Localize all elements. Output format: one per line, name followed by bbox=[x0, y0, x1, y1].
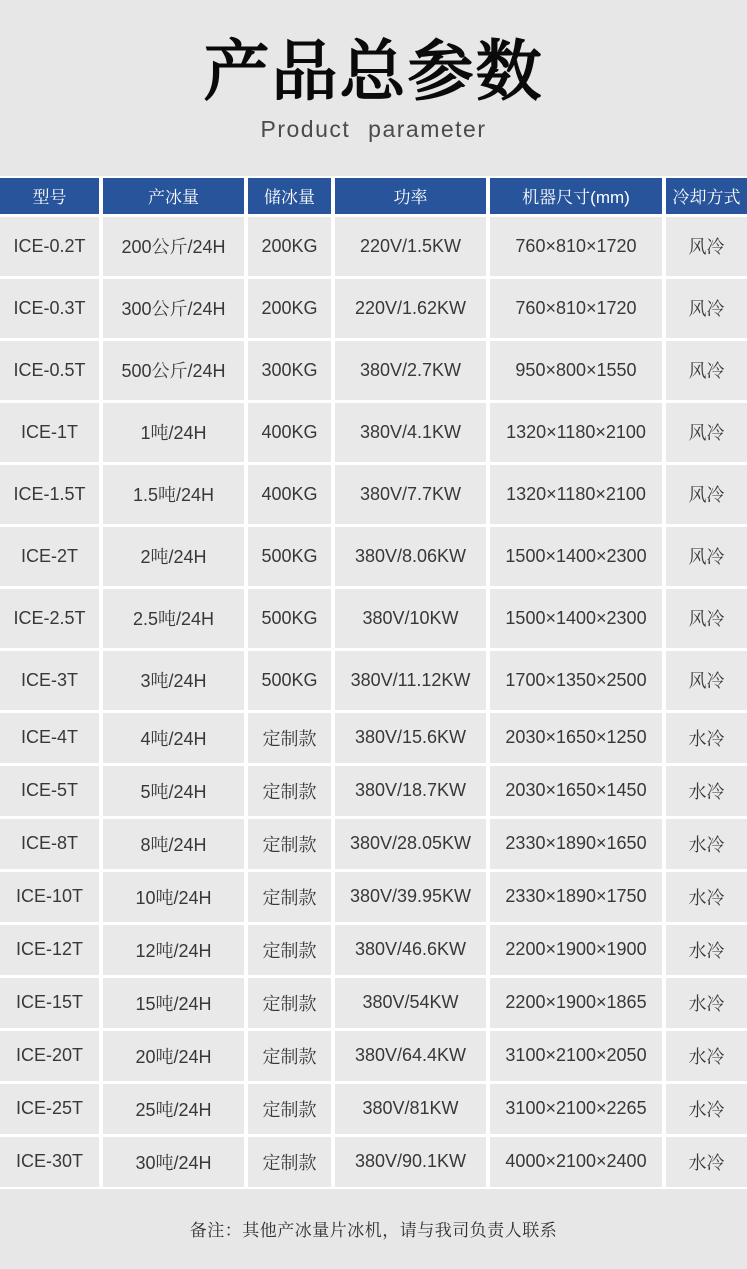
table-row bbox=[0, 766, 747, 816]
cell-machine-size: 1320×1180×2100 bbox=[490, 465, 662, 524]
cell-ice-storage: 定制款 bbox=[248, 1137, 331, 1187]
cell-ice-storage: 200KG bbox=[248, 279, 331, 338]
table-row bbox=[0, 925, 747, 975]
cell-machine-size: 1500×1400×2300 bbox=[490, 589, 662, 648]
table-row bbox=[0, 279, 747, 338]
cell-model: ICE-4T bbox=[0, 713, 99, 763]
cell-ice-storage: 500KG bbox=[248, 589, 331, 648]
cell-model: ICE-20T bbox=[0, 1031, 99, 1081]
table-row bbox=[0, 872, 747, 922]
cell-ice-storage: 定制款 bbox=[248, 713, 331, 763]
cell-ice-production: 2吨/24H bbox=[103, 527, 244, 586]
cell-ice-production: 10吨/24H bbox=[103, 872, 244, 922]
cell-model: ICE-3T bbox=[0, 651, 99, 710]
cell-machine-size: 2330×1890×1750 bbox=[490, 872, 662, 922]
cell-cooling-type: 风冷 bbox=[666, 651, 747, 710]
cell-ice-production: 300公斤/24H bbox=[103, 279, 244, 338]
cell-model: ICE-12T bbox=[0, 925, 99, 975]
cell-machine-size: 4000×2100×2400 bbox=[490, 1137, 662, 1187]
cell-machine-size: 1320×1180×2100 bbox=[490, 403, 662, 462]
cell-power: 380V/46.6KW bbox=[335, 925, 486, 975]
cell-ice-production: 12吨/24H bbox=[103, 925, 244, 975]
cell-model: ICE-1.5T bbox=[0, 465, 99, 524]
cell-machine-size: 760×810×1720 bbox=[490, 217, 662, 276]
table-row bbox=[0, 217, 747, 276]
cell-power: 380V/18.7KW bbox=[335, 766, 486, 816]
cell-machine-size: 760×810×1720 bbox=[490, 279, 662, 338]
table-row bbox=[0, 341, 747, 400]
cell-model: ICE-0.5T bbox=[0, 341, 99, 400]
cell-ice-production: 20吨/24H bbox=[103, 1031, 244, 1081]
cell-model: ICE-1T bbox=[0, 403, 99, 462]
cell-ice-storage: 定制款 bbox=[248, 1031, 331, 1081]
cell-ice-production: 8吨/24H bbox=[103, 819, 244, 869]
cell-cooling-type: 水冷 bbox=[666, 1084, 747, 1134]
page-subtitle: Product parameter bbox=[260, 115, 487, 142]
cell-model: ICE-2T bbox=[0, 527, 99, 586]
table-row bbox=[0, 403, 747, 462]
cell-model: ICE-15T bbox=[0, 978, 99, 1028]
cell-cooling-type: 风冷 bbox=[666, 465, 747, 524]
page-header bbox=[0, 0, 747, 143]
cell-cooling-type: 水冷 bbox=[666, 925, 747, 975]
cell-ice-storage: 400KG bbox=[248, 465, 331, 524]
spec-table bbox=[0, 176, 747, 1189]
cell-model: ICE-30T bbox=[0, 1137, 99, 1187]
cell-machine-size: 2030×1650×1250 bbox=[490, 713, 662, 763]
cell-power: 220V/1.5KW bbox=[335, 217, 486, 276]
cell-cooling-type: 风冷 bbox=[666, 217, 747, 276]
table-row bbox=[0, 978, 747, 1028]
cell-cooling-type: 水冷 bbox=[666, 766, 747, 816]
cell-ice-production: 30吨/24H bbox=[103, 1137, 244, 1187]
cell-ice-storage: 500KG bbox=[248, 651, 331, 710]
cell-cooling-type: 水冷 bbox=[666, 1031, 747, 1081]
cell-cooling-type: 水冷 bbox=[666, 1137, 747, 1187]
cell-ice-production: 5吨/24H bbox=[103, 766, 244, 816]
cell-ice-production: 25吨/24H bbox=[103, 1084, 244, 1134]
table-row bbox=[0, 651, 747, 710]
cell-machine-size: 3100×2100×2265 bbox=[490, 1084, 662, 1134]
cell-machine-size: 2200×1900×1865 bbox=[490, 978, 662, 1028]
cell-power: 380V/81KW bbox=[335, 1084, 486, 1134]
table-row bbox=[0, 1031, 747, 1081]
cell-ice-storage: 500KG bbox=[248, 527, 331, 586]
table-row bbox=[0, 1137, 747, 1187]
cell-power: 380V/39.95KW bbox=[335, 872, 486, 922]
cell-power: 380V/7.7KW bbox=[335, 465, 486, 524]
cell-model: ICE-0.2T bbox=[0, 217, 99, 276]
cell-ice-production: 1吨/24H bbox=[103, 403, 244, 462]
table-header-row bbox=[0, 178, 747, 214]
cell-power: 220V/1.62KW bbox=[335, 279, 486, 338]
cell-cooling-type: 风冷 bbox=[666, 527, 747, 586]
cell-machine-size: 2200×1900×1900 bbox=[490, 925, 662, 975]
table-row bbox=[0, 713, 747, 763]
cell-model: ICE-25T bbox=[0, 1084, 99, 1134]
cell-machine-size: 2030×1650×1450 bbox=[490, 766, 662, 816]
cell-power: 380V/8.06KW bbox=[335, 527, 486, 586]
cell-ice-production: 200公斤/24H bbox=[103, 217, 244, 276]
cell-cooling-type: 风冷 bbox=[666, 341, 747, 400]
table-row bbox=[0, 527, 747, 586]
cell-cooling-type: 水冷 bbox=[666, 978, 747, 1028]
cell-ice-storage: 定制款 bbox=[248, 978, 331, 1028]
cell-machine-size: 3100×2100×2050 bbox=[490, 1031, 662, 1081]
cell-ice-storage: 300KG bbox=[248, 341, 331, 400]
cell-machine-size: 2330×1890×1650 bbox=[490, 819, 662, 869]
cell-power: 380V/64.4KW bbox=[335, 1031, 486, 1081]
cell-power: 380V/2.7KW bbox=[335, 341, 486, 400]
table-row bbox=[0, 1084, 747, 1134]
cell-ice-storage: 400KG bbox=[248, 403, 331, 462]
cell-model: ICE-5T bbox=[0, 766, 99, 816]
cell-power: 380V/15.6KW bbox=[335, 713, 486, 763]
cell-cooling-type: 风冷 bbox=[666, 403, 747, 462]
cell-ice-storage: 定制款 bbox=[248, 819, 331, 869]
cell-machine-size: 950×800×1550 bbox=[490, 341, 662, 400]
table-row bbox=[0, 465, 747, 524]
cell-machine-size: 1500×1400×2300 bbox=[490, 527, 662, 586]
cell-power: 380V/10KW bbox=[335, 589, 486, 648]
cell-ice-production: 3吨/24H bbox=[103, 651, 244, 710]
cell-model: ICE-8T bbox=[0, 819, 99, 869]
cell-ice-production: 1.5吨/24H bbox=[103, 465, 244, 524]
cell-power: 380V/54KW bbox=[335, 978, 486, 1028]
table-row bbox=[0, 589, 747, 648]
cell-ice-production: 500公斤/24H bbox=[103, 341, 244, 400]
cell-cooling-type: 水冷 bbox=[666, 872, 747, 922]
cell-model: ICE-10T bbox=[0, 872, 99, 922]
cell-power: 380V/28.05KW bbox=[335, 819, 486, 869]
footer-note: 备注：其他产冰量片冰机，请与我司负责人联系 bbox=[189, 1220, 558, 1240]
cell-power: 380V/4.1KW bbox=[335, 403, 486, 462]
cell-ice-storage: 定制款 bbox=[248, 766, 331, 816]
cell-ice-production: 2.5吨/24H bbox=[103, 589, 244, 648]
cell-ice-storage: 定制款 bbox=[248, 1084, 331, 1134]
cell-cooling-type: 水冷 bbox=[666, 819, 747, 869]
column-header-power: 功率 bbox=[335, 178, 486, 214]
cell-ice-storage: 200KG bbox=[248, 217, 331, 276]
cell-ice-production: 15吨/24H bbox=[103, 978, 244, 1028]
cell-model: ICE-0.3T bbox=[0, 279, 99, 338]
cell-power: 380V/11.12KW bbox=[335, 651, 486, 710]
cell-cooling-type: 风冷 bbox=[666, 589, 747, 648]
cell-ice-production: 4吨/24H bbox=[103, 713, 244, 763]
table-row bbox=[0, 819, 747, 869]
cell-ice-storage: 定制款 bbox=[248, 925, 331, 975]
cell-cooling-type: 水冷 bbox=[666, 713, 747, 763]
column-header-model: 型号 bbox=[0, 178, 99, 214]
column-header-ice-production: 产冰量 bbox=[103, 178, 244, 214]
column-header-ice-storage: 储冰量 bbox=[248, 178, 331, 214]
cell-ice-storage: 定制款 bbox=[248, 872, 331, 922]
cell-machine-size: 1700×1350×2500 bbox=[490, 651, 662, 710]
page-title: 产品总参数 bbox=[203, 34, 544, 108]
cell-cooling-type: 风冷 bbox=[666, 279, 747, 338]
cell-model: ICE-2.5T bbox=[0, 589, 99, 648]
column-header-cooling-type: 冷却方式 bbox=[666, 178, 747, 214]
cell-power: 380V/90.1KW bbox=[335, 1137, 486, 1187]
column-header-machine-size: 机器尺寸(mm) bbox=[490, 178, 662, 214]
